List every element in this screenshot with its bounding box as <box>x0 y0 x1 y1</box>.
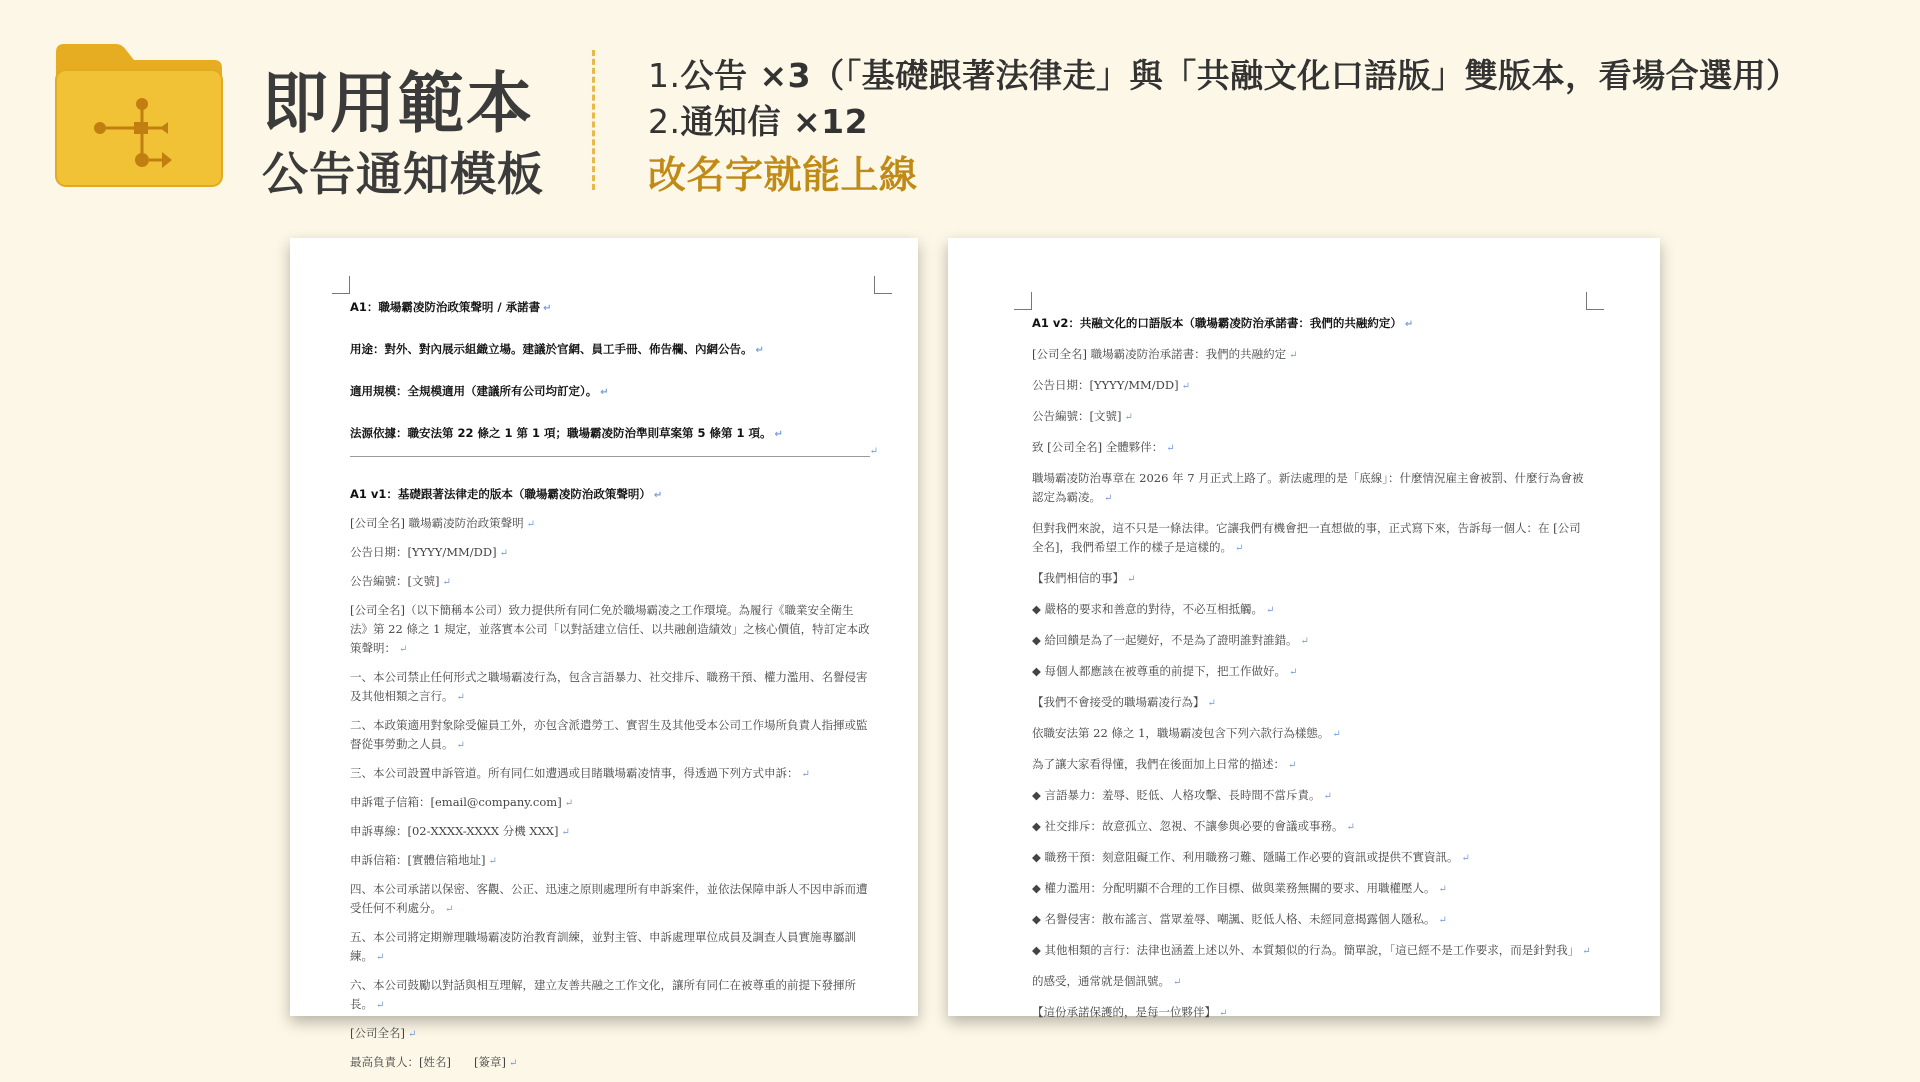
document-page-left <box>290 238 918 1069</box>
margin-corner-mark <box>1014 292 1032 310</box>
document-paragraph: 為了讓大家看得懂，我們在後面加上日常的描述： ↵ <box>1032 757 1297 771</box>
paragraph-mark-icon: ↵ <box>600 387 609 398</box>
paragraph-mark-icon: ↵ <box>1207 698 1216 709</box>
document-paragraph: 職場霸凌防治專章在 2026 年 7 月正式上路了。新法處理的是「底線」：什麼情況雇主會被罰、什麼行為會被認定為霸凌。 ↵ <box>1032 471 1584 504</box>
document-heading: 法源依據：職安法第 22 條之 1 第 1 項；職場霸凌防治準則草案第 5 條第 1 項。 ↵ <box>350 426 783 440</box>
paragraph-mark-icon: ↵ <box>376 1000 385 1011</box>
paragraph-mark-icon: ↵ <box>488 856 497 867</box>
paragraph-mark-icon: ↵ <box>1300 636 1309 647</box>
paragraph-mark-icon: ↵ <box>445 904 454 915</box>
document-paragraph: 申訴專線：[02-XXXX-XXXX 分機 XXX] ↵ <box>350 824 570 838</box>
paragraph-mark-icon: ↵ <box>442 577 451 588</box>
header-highlight: 改名字就能上線 <box>648 153 918 197</box>
paragraph-mark-icon: ↵ <box>399 644 408 655</box>
header-item-num: 2. <box>648 102 681 141</box>
paragraph-mark-icon: ↵ <box>1332 729 1341 740</box>
document-paragraph: 申訴信箱：[實體信箱地址] ↵ <box>350 853 497 867</box>
paragraph-mark-icon: ↵ <box>1124 412 1133 423</box>
document-paragraph: 【我們相信的事】 ↵ <box>1032 571 1136 585</box>
paragraph-mark-icon: ↵ <box>407 1029 417 1040</box>
header-list <box>648 50 1800 197</box>
paragraph-mark-icon: ↵ <box>1404 319 1414 330</box>
paragraph-mark-icon: ↵ <box>755 345 764 356</box>
header-item-text: 通知信 ×12 <box>680 102 869 141</box>
paragraph-mark-icon: ↵ <box>1127 574 1136 585</box>
paragraph-mark-icon: ↵ <box>1288 760 1297 771</box>
paragraph-mark-icon: ↵ <box>456 740 465 751</box>
paragraph-mark-icon: ↵ <box>376 952 385 963</box>
paragraph-mark-icon: ↵ <box>1461 853 1470 864</box>
margin-corner-mark <box>874 276 892 294</box>
document-paragraph: 公告日期：[YYYY/MM/DD] ↵ <box>350 545 508 559</box>
document-paragraph: [公司全名] 職場霸凌防治承諾書：我們的共融約定 ↵ <box>1032 347 1298 361</box>
header-item-num: 1. <box>648 56 681 95</box>
document-paragraph: ◆ 權力濫用：分配明顯不合理的工作目標、做與業務無關的要求、用職權壓人。 ↵ <box>1032 881 1447 895</box>
document-paragraph: 公告編號：[文號] ↵ <box>1032 409 1133 423</box>
document-paragraph: 二、本政策適用對象除受僱員工外，亦包含派遣勞工、實習生及其他受本公司工作場所負責人指揮或監督從事勞動之人員。 ↵ <box>350 718 868 751</box>
document-heading: A1 v2：共融文化的口語版本（職場霸凌防治承諾書：我們的共融約定） ↵ <box>1032 316 1414 330</box>
paragraph-mark-icon: ↵ <box>543 303 552 314</box>
document-paragraph: [公司全名] 職場霸凌防治政策聲明 ↵ <box>350 516 536 530</box>
document-paragraph: 四、本公司承諾以保密、客觀、公正、迅速之原則處理所有申訴案件，並依法保障申訴人不因申訴而遭受任何不利處分。 ↵ <box>350 882 868 915</box>
document-heading: 用途：對外、對內展示組織立場。建議於官網、員工手冊、佈告欄、內網公告。 ↵ <box>350 342 764 356</box>
document-paragraph: 但對我們來說，這不只是一條法律。它讓我們有機會把一直想做的事，正式寫下來，告訴每一個人：在 [公司全名]，我們希望工作的樣子是這樣的。 ↵ <box>1032 521 1581 554</box>
document-paragraph: 一、本公司禁止任何形式之職場霸凌行為，包含言語暴力、社交排斥、職務干預、權力濫用、名譽侵害及其他相類之言行。 ↵ <box>350 670 868 703</box>
header-item-text: 公告 ×3（「基礎跟著法律走」與「共融文化口語版」雙版本，看場合選用） <box>680 56 1800 95</box>
document-page-right <box>948 238 1660 1019</box>
paragraph-mark-icon: ↵ <box>508 1058 518 1069</box>
document-paragraph: 六、本公司鼓勵以對話與相互理解，建立友善共融之工作文化，讓所有同仁在被尊重的前提下發揮所長。 ↵ <box>350 978 856 1011</box>
paragraph-mark-icon: ↵ <box>499 548 508 559</box>
document-paragraph: ◆ 言語暴力：羞辱、貶低、人格攻擊、長時間不當斥責。 ↵ <box>1032 788 1332 802</box>
document-paragraph: ◆ 職務干預：刻意阻礙工作、利用職務刁難、隱瞞工作必要的資訊或提供不實資訊。 ↵ <box>1032 850 1470 864</box>
paragraph-mark-icon: ↵ <box>1166 443 1175 454</box>
document-paragraph: 申訴電子信箱：[email@company.com] ↵ <box>350 795 574 809</box>
document-paragraph: ◆ 名譽侵害：散布謠言、當眾羞辱、嘲諷、貶低人格、未經同意揭露個人隱私。 ↵ <box>1032 912 1447 926</box>
paragraph-mark-icon: ↵ <box>1289 667 1298 678</box>
document-heading: 適用規模：全規模適用（建議所有公司均訂定）。 ↵ <box>350 384 609 398</box>
page-subtitle: 公告通知模板 <box>262 147 544 201</box>
paragraph-mark-icon: ↵ <box>1582 946 1591 957</box>
folder-flow-icon <box>50 42 228 190</box>
paragraph-mark-icon: ↵ <box>561 827 570 838</box>
paragraph-mark-icon: ↵ <box>1438 915 1447 926</box>
paragraph-mark-icon: ↵ <box>1104 493 1113 504</box>
document-paragraph: 五、本公司將定期辦理職場霸凌防治教育訓練，並對主管、申訴處理單位成員及調查人員實施專屬訓練。 ↵ <box>350 930 856 963</box>
document-paragraph: 最高負責人：[姓名] [簽章] ↵ <box>350 1055 518 1069</box>
section-divider <box>350 456 870 457</box>
paragraph-mark-icon: ↵ <box>1266 605 1275 616</box>
document-paragraph: ◆ 嚴格的要求和善意的對待，不必互相抵觸。 ↵ <box>1032 602 1275 616</box>
page-title: 即用範本 <box>262 65 534 142</box>
document-body <box>1032 314 1592 1034</box>
paragraph-mark-icon: ↵ <box>1173 977 1182 988</box>
paragraph-mark-icon: ↵ <box>1438 884 1447 895</box>
document-paragraph: ◆ 社交排斥：故意孤立、忽視、不讓參與必要的會議或事務。 ↵ <box>1032 819 1355 833</box>
paragraph-mark-icon: ↵ <box>526 519 536 530</box>
document-paragraph: 【我們不會接受的職場霸凌行為】 ↵ <box>1032 695 1216 709</box>
document-paragraph: ◆ 給回饋是為了一起變好，不是為了證明誰對誰錯。 ↵ <box>1032 633 1309 647</box>
paragraph-mark-icon: ↵ <box>653 490 663 501</box>
paragraph-mark-icon: ↵ <box>1219 1008 1228 1019</box>
paragraph-mark-icon: ↵ <box>801 769 810 780</box>
document-paragraph: 依職安法第 22 條之 1，職場霸凌包含下列六款行為樣態。 ↵ <box>1032 726 1341 740</box>
document-heading: A1：職場霸凌防治政策聲明 / 承諾書 ↵ <box>350 300 552 314</box>
paragraph-mark-icon: ↵ <box>1181 381 1190 392</box>
paragraph-mark-icon: ↵ <box>1235 543 1244 554</box>
paragraph-mark-icon: ↵ <box>774 429 783 440</box>
paragraph-mark-icon: ↵ <box>564 798 574 809</box>
paragraph-mark-icon: ↵ <box>456 692 465 703</box>
document-paragraph: ◆ 每個人都應該在被尊重的前提下，把工作做好。 ↵ <box>1032 664 1298 678</box>
document-paragraph: 公告編號：[文號] ↵ <box>350 574 451 588</box>
margin-corner-mark <box>1586 292 1604 310</box>
document-body <box>350 298 870 1082</box>
header-divider <box>592 50 595 190</box>
document-paragraph: 【這份承諾保護的，是每一位夥伴】 ↵ <box>1032 1005 1228 1019</box>
document-paragraph: [公司全名] ↵ <box>350 1026 417 1040</box>
paragraph-mark-icon: ↵ <box>1346 822 1355 833</box>
margin-corner-mark <box>332 276 350 294</box>
document-heading: A1 v1：基礎跟著法律走的版本（職場霸凌防治政策聲明） ↵ <box>350 487 663 501</box>
header-item-2 <box>648 96 1800 142</box>
paragraph-mark-icon: ↵ <box>1289 350 1298 361</box>
header-item-1 <box>648 50 1800 96</box>
document-paragraph: 三、本公司設置申訴管道。所有同仁如遭遇或目睹職場霸凌情事，得透過下列方式申訴： ↵ <box>350 766 810 780</box>
document-paragraph: [公司全名]（以下簡稱本公司）致力提供所有同仁免於職場霸凌之工作環境。為履行《職業安全衛生法》第 22 條之 1 規定，並落實本公司「以對話建立信任、以共融創造績效」之核心價值，特訂定本政策聲明： ↵ <box>350 603 870 655</box>
paragraph-mark-icon: ↵ <box>1323 791 1332 802</box>
document-paragraph: 致 [公司全名] 全體夥伴： ↵ <box>1032 440 1175 454</box>
document-paragraph: ◆ 其他相類的言行：法律也涵蓋上述以外、本質類似的行為。簡單說，「這已經不是工作要求，而是針對我」 ↵ <box>1032 943 1591 957</box>
document-paragraph: 公告日期：[YYYY/MM/DD] ↵ <box>1032 378 1190 392</box>
document-paragraph: 的感受，通常就是個訊號。 ↵ <box>1032 974 1182 988</box>
